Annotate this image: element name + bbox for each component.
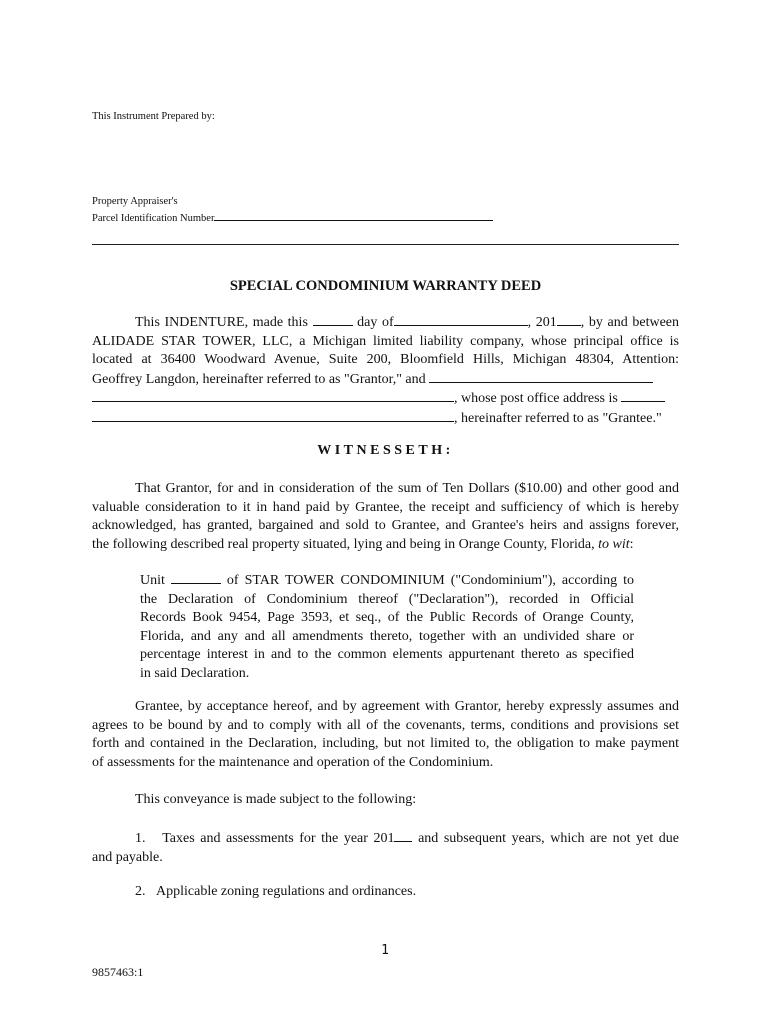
document-title: SPECIAL CONDOMINIUM WARRANTY DEED [229, 278, 542, 294]
appraiser-label: Property Appraiser's [92, 196, 178, 207]
grantee-name-blank [429, 370, 653, 383]
witnesseth-heading: WITNESSETH: [317, 443, 454, 458]
unit-line-5: percentage interest in and to the common elements appurtenant thereto as specified [140, 647, 634, 662]
acceptance-paragraph [92, 698, 679, 772]
item-2-line: 2. Applicable zoning regulations and ordinances. [135, 884, 417, 899]
document-number: 9857463:1 [92, 965, 144, 979]
month-blank [394, 313, 528, 326]
header-divider [92, 244, 679, 245]
parcel-id-label: Parcel Identification Number [92, 213, 215, 224]
consideration-paragraph [92, 480, 679, 554]
parcel-id-blank [214, 209, 493, 221]
exception-item-1 [92, 829, 679, 867]
unit-line-2: the Declaration of Condominium thereof ("Declaration"), recorded in Official [140, 591, 634, 607]
indenture-line-5: , whose post office address is [92, 389, 679, 409]
acceptance-line-3: forth and contained in the Declaration, including, but not limited to, the obligation to make payment [92, 736, 679, 751]
prepared-by-label: This Instrument Prepared by: [92, 111, 215, 122]
unit-line-6: in said Declaration. [140, 665, 250, 681]
indenture-line-3: located at 36400 Woodward Avenue, Suite 200, Bloomfield Hills, Michigan 48304, Attention: [92, 352, 679, 367]
indenture-paragraph [92, 313, 679, 428]
address-blank [621, 389, 665, 402]
consideration-line-1: That Grantor, for and in consideration of the sum of Ten Dollars ($10.00) and other good and [135, 481, 679, 496]
legal-description [140, 571, 634, 683]
tax-year-blank [394, 829, 412, 842]
unit-line-3: Records Book 9454, Page 3593, et seq., of the Public Records of Orange County, [140, 610, 634, 625]
parcel-id-row [92, 209, 493, 226]
consideration-line-4: the following described real property situated, lying and being in Orange County, Florida, to wit: [92, 536, 634, 552]
indenture-line-4: Geoffrey Langdon, hereinafter referred to as "Grantor," and [92, 370, 679, 390]
address-blank-2 [92, 409, 454, 422]
day-blank [313, 313, 353, 326]
consideration-line-2: valuable consideration to it in hand paid by Grantee, the receipt and sufficiency of which is hereby [92, 499, 679, 515]
grantee-name-blank-2 [92, 389, 454, 402]
item-1-line-1: 1. Taxes and assessments for the year 201 and subsequent years, which are not yet due [135, 831, 680, 846]
item-1-line-2: and payable. [92, 849, 163, 865]
consideration-line-3: acknowledged, has granted, bargained and sold to Grantee, and Grantee's heirs and assigns forever, [92, 518, 679, 533]
subject-line: This conveyance is made subject to the following: [135, 792, 417, 807]
exception-item-2 [92, 883, 679, 902]
subject-paragraph [92, 791, 679, 810]
acceptance-line-4: of assessments for the maintenance and operation of the Condominium. [92, 754, 494, 770]
unit-number-blank [171, 571, 221, 584]
page-number: 1 [381, 943, 389, 958]
unit-line-1: Unit of STAR TOWER CONDOMINIUM ("Condominium"), according to [140, 573, 635, 588]
indenture-line-1: This INDENTURE, made this day of , 201 , by and between [135, 315, 680, 330]
indenture-line-2: ALIDADE STAR TOWER, LLC, a Michigan limited liability company, whose principal office is [92, 333, 679, 349]
indenture-line-6: , hereinafter referred to as "Grantee." [92, 409, 679, 429]
acceptance-line-1: Grantee, by acceptance hereof, and by agreement with Grantor, hereby expressly assumes and [135, 699, 679, 714]
year-blank [557, 313, 581, 326]
unit-line-4: Florida, and any and all amendments thereto, together with an undivided share or [140, 628, 634, 644]
appraiser-block [92, 195, 493, 226]
acceptance-line-2: agrees to be bound by and to comply with all of the covenants, terms, conditions and provisions set [92, 717, 679, 733]
